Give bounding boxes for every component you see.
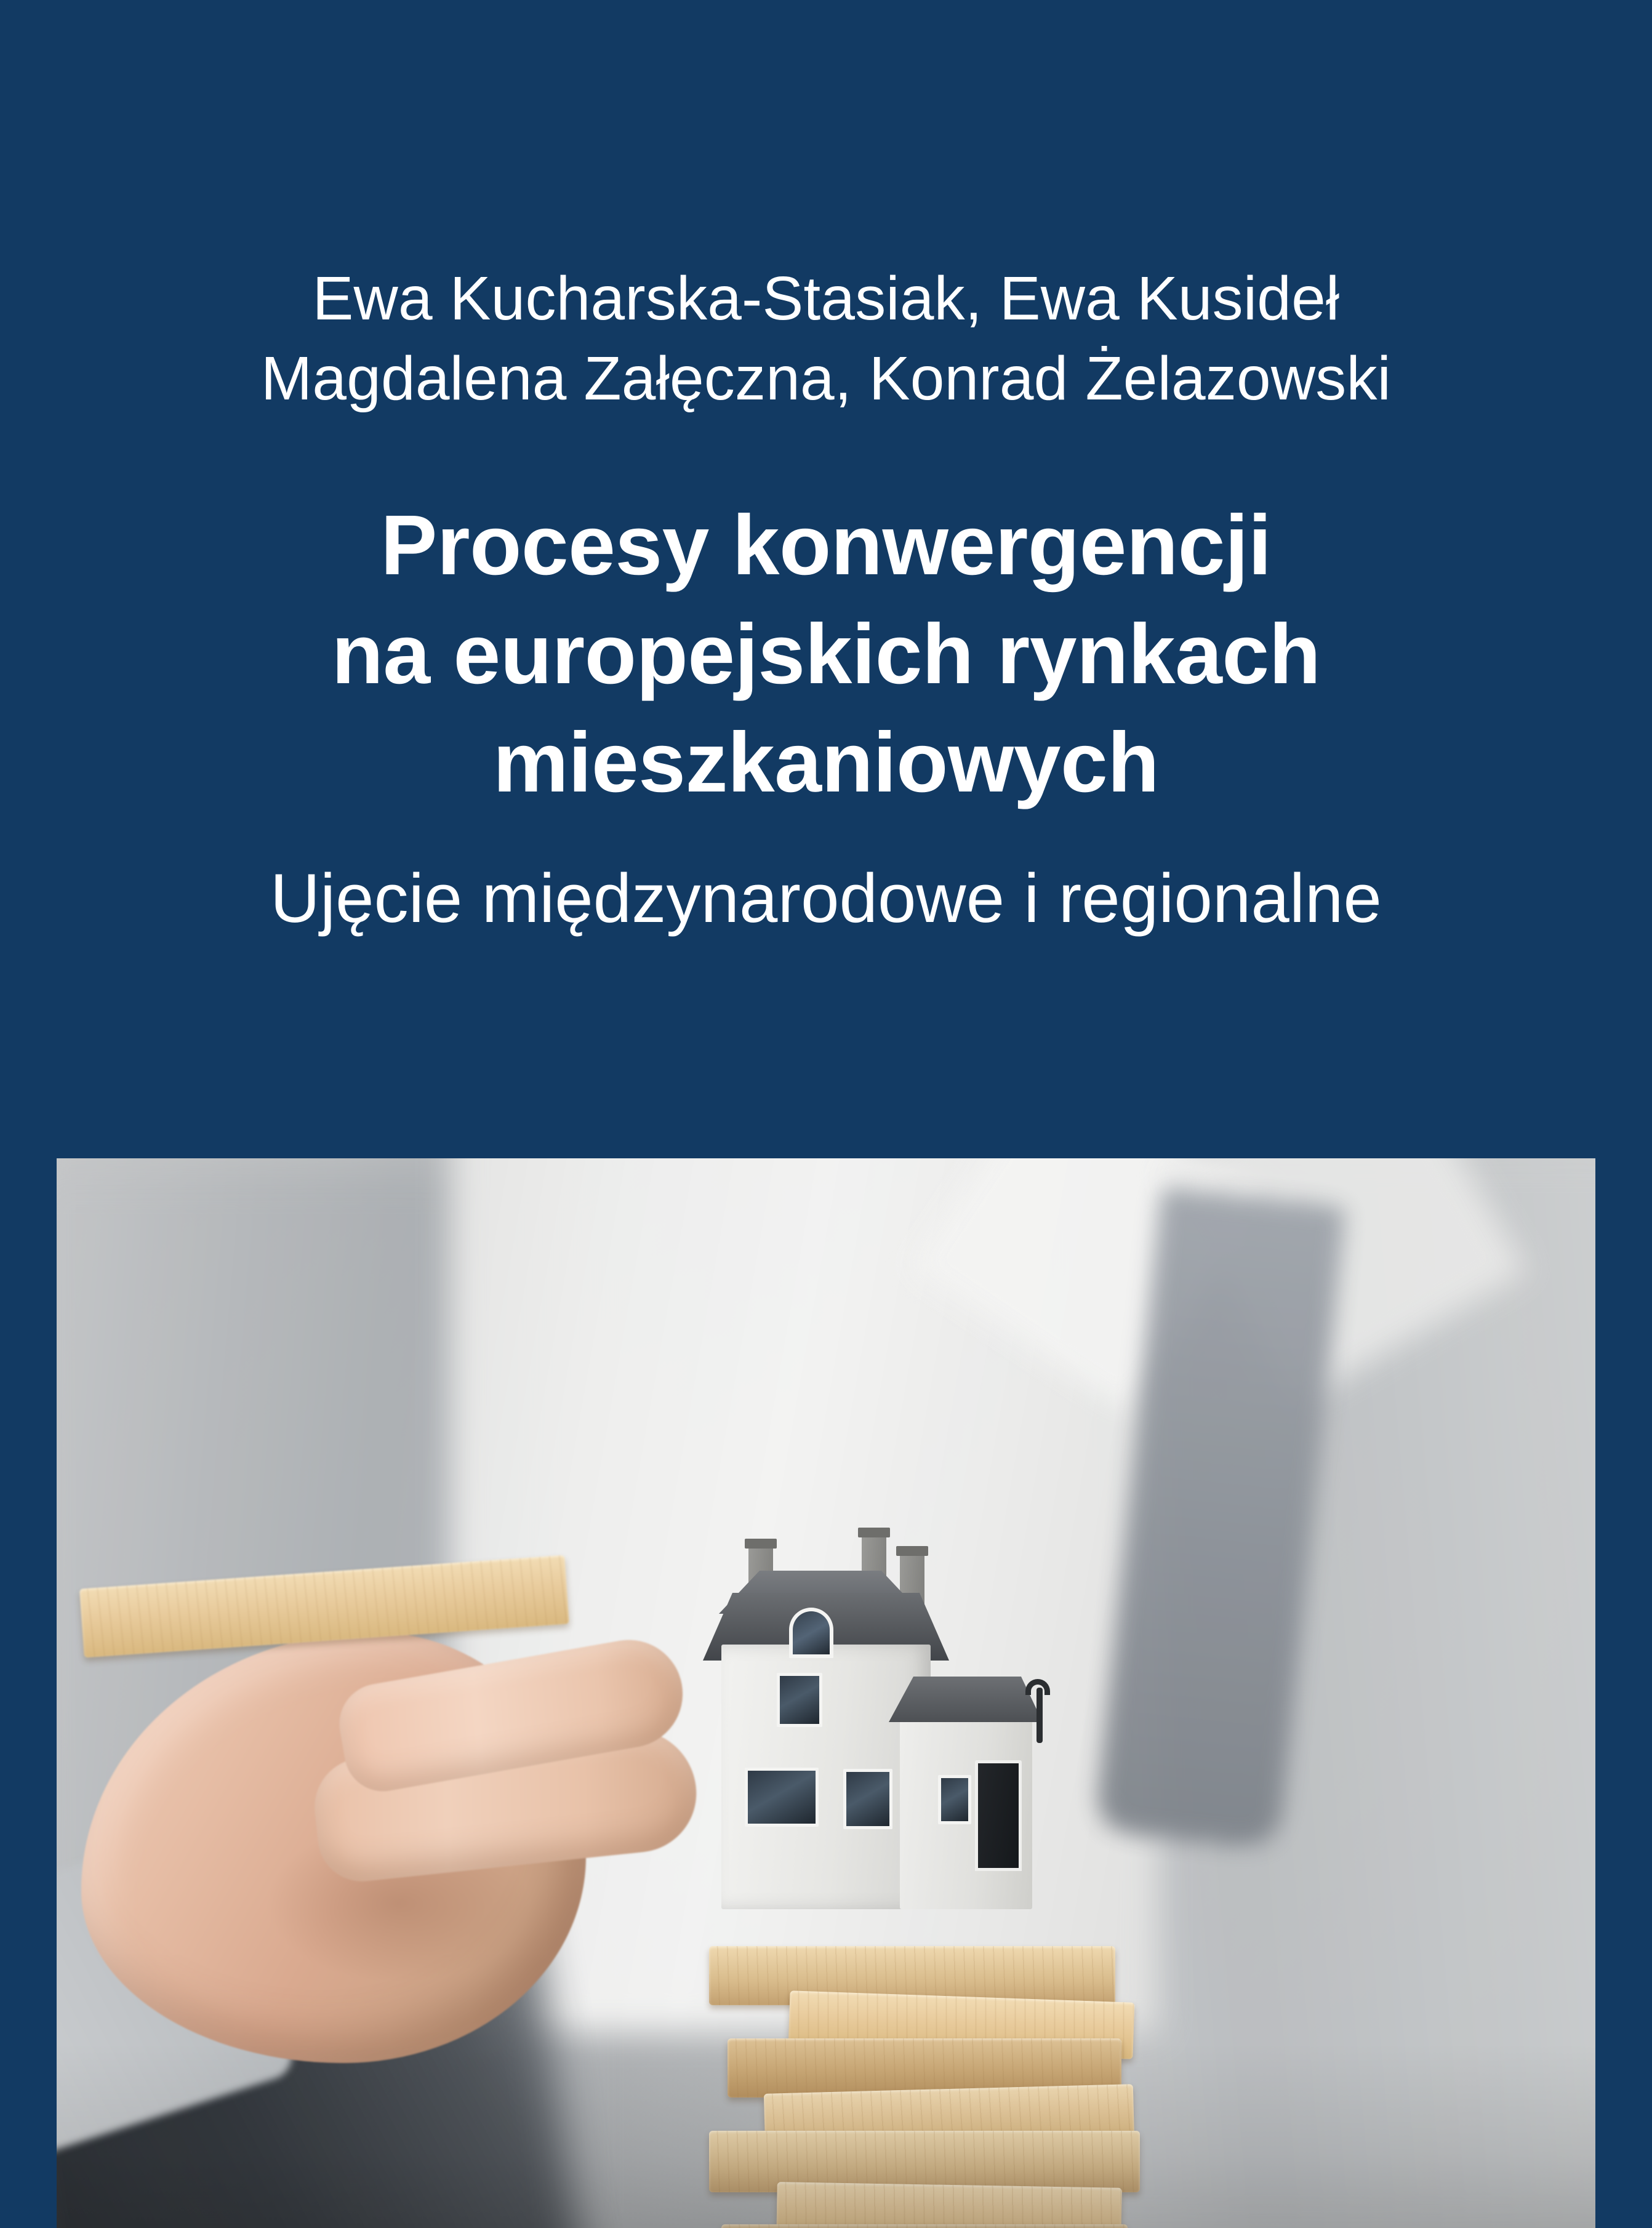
lamp-post-icon: [1037, 1688, 1043, 1743]
window-lower-right: [843, 1769, 892, 1829]
authors-line-2: Magdalena Załęczna, Konrad Żelazowski: [260, 344, 1392, 413]
title-line-1: Procesy konwergencji: [380, 498, 1272, 593]
title-line-2: na europejskich rynkach: [331, 606, 1321, 702]
title-line-3: mieszkaniowych: [492, 715, 1160, 811]
cover-photo: [57, 1158, 1595, 2228]
window-upper: [777, 1673, 822, 1727]
chimney-cap: [858, 1528, 890, 1537]
roof-wing: [889, 1677, 1043, 1722]
subtitle: Ujęcie międzynarodowe i regionalne: [270, 859, 1382, 937]
chimney-cap: [896, 1546, 928, 1556]
page-title: [87, 491, 1565, 817]
authors: [87, 258, 1565, 419]
front-door: [975, 1760, 1022, 1871]
dormer-window: [789, 1608, 833, 1658]
authors-line-1: Ewa Kucharska-Stasiak, Ewa Kusideł: [312, 264, 1340, 333]
photo-bottom-shadow: [57, 2043, 1595, 2228]
window-wing: [938, 1775, 971, 1824]
chimney-cap: [745, 1539, 777, 1549]
